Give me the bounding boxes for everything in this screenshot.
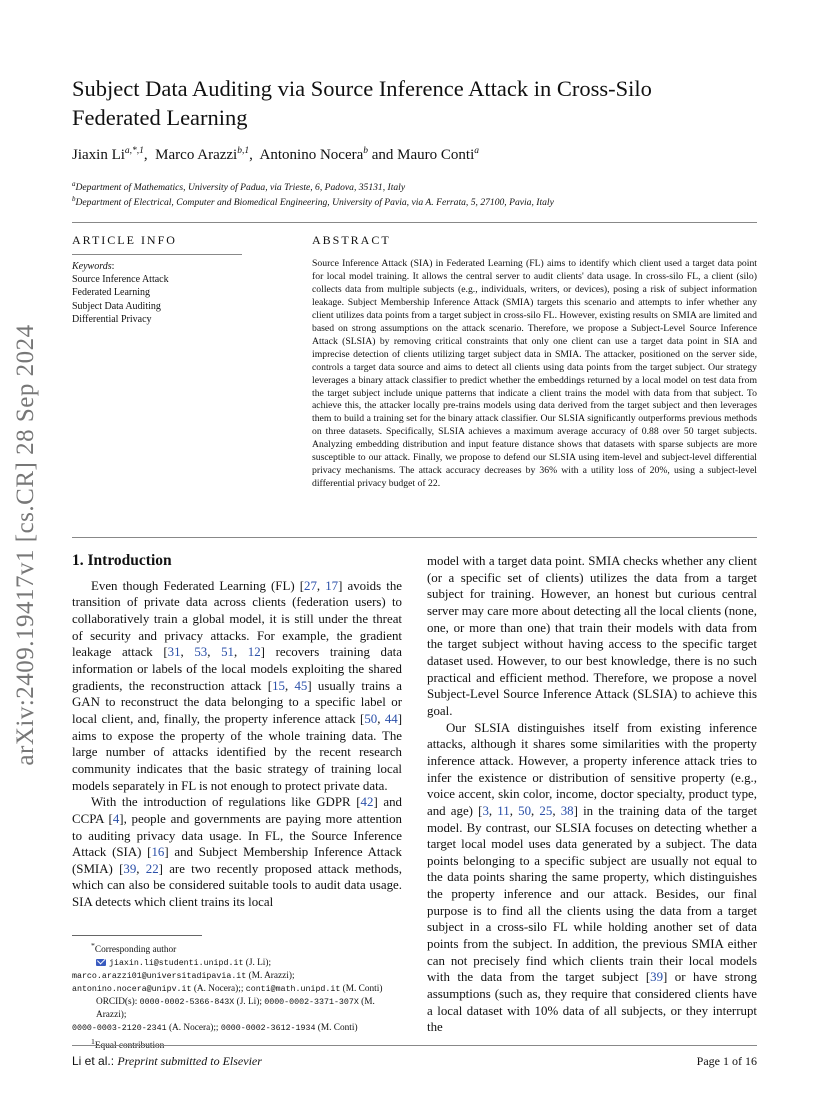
equal-contribution-note: $^1$Equal contribution xyxy=(91,1037,165,1052)
orcid-id[interactable]: 0000-0002-3612-1934 xyxy=(220,1024,316,1034)
right-column xyxy=(427,553,757,1036)
citation-link[interactable]: 42 xyxy=(360,795,374,810)
abstract-text: Source Inference Attack (SIA) in Federated Learning (FL) aims to identify which client used a target data point for local model training. It allows the central server to audit clients' data usage. In cross-silo FL, a client (silo) collects data from multiple subjects (e.g., individuals, writers, or devices), posing a risk of subject information leakage. Subject Membership Inference Attack (SMIA) targets this scenario and attempts to infer whether any client utilizes data points from a target subject in cross-silo FL. However, existing results on SMIA are limited and based on strong assumptions on the attack scenario. Therefore, we propose a Subject-Level Source Inference Attack (SLSIA) by removing critical constraints that only one client can use a target data point in SIA and imprecise detection of clients utilizing target subject data in SMIA. The attacker, positioned on the server side, controls a target data source and aims to detect all clients using data points from the target subject. Our strategy leverages a binary attack classifier to predict whether the embeddings returned by a local model on test data from the target subject include unique patterns that indicate a client trains the model with data from that subject. To achieve this, the attacker locally pre-trains models using data derived from the target subject and then leverages them to build a training set for the binary attack classifier. Our SLSIA significantly outperforms previous methods on three datasets. Specifically, SLSIA achieves a maximum average accuracy of 0.88 over 50 target subjects. Analyzing embedding distribution and input feature distance shows that datasets with sparse subjects are more susceptible to our attack. Finally, we propose to defend our SLSIA using item-level and subject-level differential privacy mechanisms. The attack accuracy decreases by 36% with a utility loss of 20%, using a subject-level differential privacy budget of 22. xyxy=(312,258,757,490)
author-conjunction: and xyxy=(371,147,394,163)
email-link[interactable]: antonino.nocera@unipv.it xyxy=(72,985,192,995)
envelope-icon xyxy=(96,959,106,966)
paper-title xyxy=(72,74,757,132)
citation-link[interactable]: 50 xyxy=(518,803,532,818)
citation-link[interactable]: 12 xyxy=(247,645,261,660)
header-divider xyxy=(72,222,757,223)
email-line: antonino.nocera@unipv.it (A. Nocera);; conti@math.unipd.it (M. Conti) xyxy=(72,984,383,995)
author-name: Mauro Conti xyxy=(397,147,475,163)
author-name: Antonino Nocera xyxy=(259,147,364,163)
email-link[interactable]: jiaxin.li@studenti.unipd.it xyxy=(109,959,244,969)
section-heading: 1. Introduction xyxy=(72,552,172,569)
affiliation xyxy=(72,195,554,208)
affiliation xyxy=(72,180,405,193)
email-link[interactable]: marco.arazzi01@universitadipavia.it xyxy=(72,972,247,982)
affiliation-mark: a xyxy=(72,180,76,188)
paragraph: With the introduction of regulations like GDPR [42] and CCPA [4], people and governments are paying more attention to auditing privacy data usage. In FL, the Source Inference Attack (SIA) [16] and Subject Membership Inference Attack (SMIA) [39, 22] are two recently proposed attack methods, which can also be considered suitable tools to audit data usage. SIA detects which client trains its local xyxy=(72,795,403,910)
footer-divider xyxy=(72,1045,757,1046)
citation-link[interactable]: 39 xyxy=(123,861,137,876)
citation-link[interactable]: 39 xyxy=(650,970,664,985)
footnote-divider xyxy=(72,935,202,936)
keyword: Source Inference Attack xyxy=(72,274,169,286)
citation-link[interactable]: 3 xyxy=(482,803,489,818)
abstract-heading: ABSTRACT xyxy=(312,233,391,247)
keyword: Differential Privacy xyxy=(72,313,152,325)
orcid-id[interactable]: 0000-0002-5366-843X xyxy=(139,998,235,1008)
citation-link[interactable]: 16 xyxy=(151,845,165,860)
citation-link[interactable]: 15 xyxy=(272,678,285,693)
citation-link[interactable]: 45 xyxy=(294,678,308,693)
author-affil-mark: b xyxy=(363,146,368,156)
affiliation-text: Department of Electrical, Computer and Biomedical Engineering, University of Pavia, via A. Ferrata, 5, 27100, Pavia, Italy xyxy=(75,197,554,209)
article-info-divider xyxy=(72,254,242,255)
citation-link[interactable]: 4 xyxy=(112,811,120,826)
email-link[interactable]: conti@math.unipd.it xyxy=(245,985,341,995)
orcid-line: ORCID(s): 0000-0002-5366-843X (J. Li); 0000-0002-3371-307X (M. Arazzi); xyxy=(96,997,375,1021)
email-line: marco.arazzi01@universitadipavia.it (M. Arazzi); xyxy=(72,971,295,982)
paragraph: model with a target data point. SMIA checks whether any client (or a specific set of clients) utilizes the data from a target subject for training. However, an honest but curious central server may care more about detecting all the local clients (none, one, or more than one) that train their models with data from the target subject without having access to the specific target dataset used. However, to our best knowledge, there is no such practical and efficient method. Therefore, we propose a novel Subject-Level Source Inference Attack (SLSIA) to achieve this goal. xyxy=(427,554,757,718)
arxiv-sidebar xyxy=(6,295,46,795)
keyword: Federated Learning xyxy=(72,287,151,299)
title-line-1: Subject Data Auditing via Source Inference Attack in Cross-Silo xyxy=(72,76,652,101)
citation-link[interactable]: 22 xyxy=(145,861,159,876)
left-column xyxy=(72,553,402,911)
keywords-label: Keywords xyxy=(72,261,112,272)
author-name: Marco Arazzi xyxy=(155,147,238,163)
author-affil-mark: a xyxy=(474,146,480,156)
page-number: Page 1 of 16 xyxy=(696,1054,757,1068)
footnotes xyxy=(72,935,407,1053)
citation-link[interactable]: 38 xyxy=(560,803,574,818)
author-name: Jiaxin Li xyxy=(72,147,125,163)
citation-link[interactable]: 27 xyxy=(304,578,317,593)
citation-link[interactable]: 44 xyxy=(384,711,398,726)
citation-link[interactable]: 31 xyxy=(167,645,181,660)
article-info-heading: ARTICLE INFO xyxy=(72,233,177,247)
title-line-2: Federated Learning xyxy=(72,105,248,130)
citation-link[interactable]: 17 xyxy=(325,578,339,593)
orcid-id[interactable]: 0000-0002-3371-307X xyxy=(264,998,359,1008)
orcid-id[interactable]: 0000-0003-2120-2341 xyxy=(72,1024,167,1034)
author-affil-mark: a,*,1 xyxy=(124,146,144,156)
paragraph: Even though Federated Learning (FL) [27, 17] avoids the transition of private data across clients (federation users) to collaboratively train a global model, it is still under the threat of security and privacy attacks. For example, the gradient leakage attack [31, 53, 51, 12] recovers training data information or labels of the local models exploiting the shared gradients, the reconstruction attack [15, 45] usually trains a GAN to reconstruct the data belonging to a specific label or local client, and, finally, the property inference attack [50, 44] aims to expose the property of the whole training data. The large number of attacks identified by the recent research community indicates that the basic strategy of training local models separately in FL is not enough to protect private data. xyxy=(72,578,403,793)
paragraph: Our SLSIA distinguishes itself from existing inference attacks, although it shares some similarities with the property inference attack. However, a property inference attack tries to infer the existence or distribution of sensitive property (e.g., voice accent, skin color, income, doctor specialty, product type, and age) [3, 11, 50, 25, 38] in the training data of the target model. By contrast, our SLSIA focuses on detecting whether a target local model uses data generated by a subject. The data points belonging to a specific subject are usually not equal to the data points sharing the same property, which distinguishes the property inference and our attack. Besides, our final purpose is to find all the clients using the data from a target subject in a cross-silo FL while holding another set of data points from the subject. In addition, the previous SMIA either can not precisely find which clients train their local models with the data from the target subject [39] or have strong assumptions (such as, they require that considered clients have a local dataset with 10% data of all subjects, or they interrupt the xyxy=(427,720,758,1035)
orcid-line: 0000-0003-2120-2341 (A. Nocera);; 0000-0002-3612-1934 (M. Conti) xyxy=(72,1023,358,1034)
abstract-divider xyxy=(72,537,757,538)
corresponding-note: *Corresponding author xyxy=(91,941,177,956)
citation-link[interactable]: 25 xyxy=(539,803,553,818)
affiliation-mark: b xyxy=(72,195,76,203)
email-line: jiaxin.li@studenti.unipd.it (J. Li); xyxy=(72,957,407,970)
citation-link[interactable]: 50 xyxy=(364,711,378,726)
affiliation-text: Department of Mathematics, University of Padua, via Trieste, 6, Padova, 35131, Italy xyxy=(75,182,406,194)
keywords-block: Keywords: Source Inference Attack Federated Learning Subject Data Auditing Differential Privacy xyxy=(72,261,169,325)
citation-link[interactable]: 53 xyxy=(194,645,208,660)
author-list: Jiaxin $Li^{a,*,1}$, Marco Arazzi$^{b,1}$, Antonino Nocera$^b$ and Mauro Conti$^a$ xyxy=(72,146,480,163)
footer-citation: Li et al.: Preprint submitted to Elsevier xyxy=(72,1054,262,1068)
citation-link[interactable]: 51 xyxy=(221,645,234,660)
keyword: Subject Data Auditing xyxy=(72,300,161,312)
arxiv-identifier: arXiv:2409.19417v1 [cs.CR] 28 Sep 2024 xyxy=(12,324,39,766)
author-affil-mark: b,1 xyxy=(237,146,250,156)
citation-link[interactable]: 11 xyxy=(497,803,510,818)
